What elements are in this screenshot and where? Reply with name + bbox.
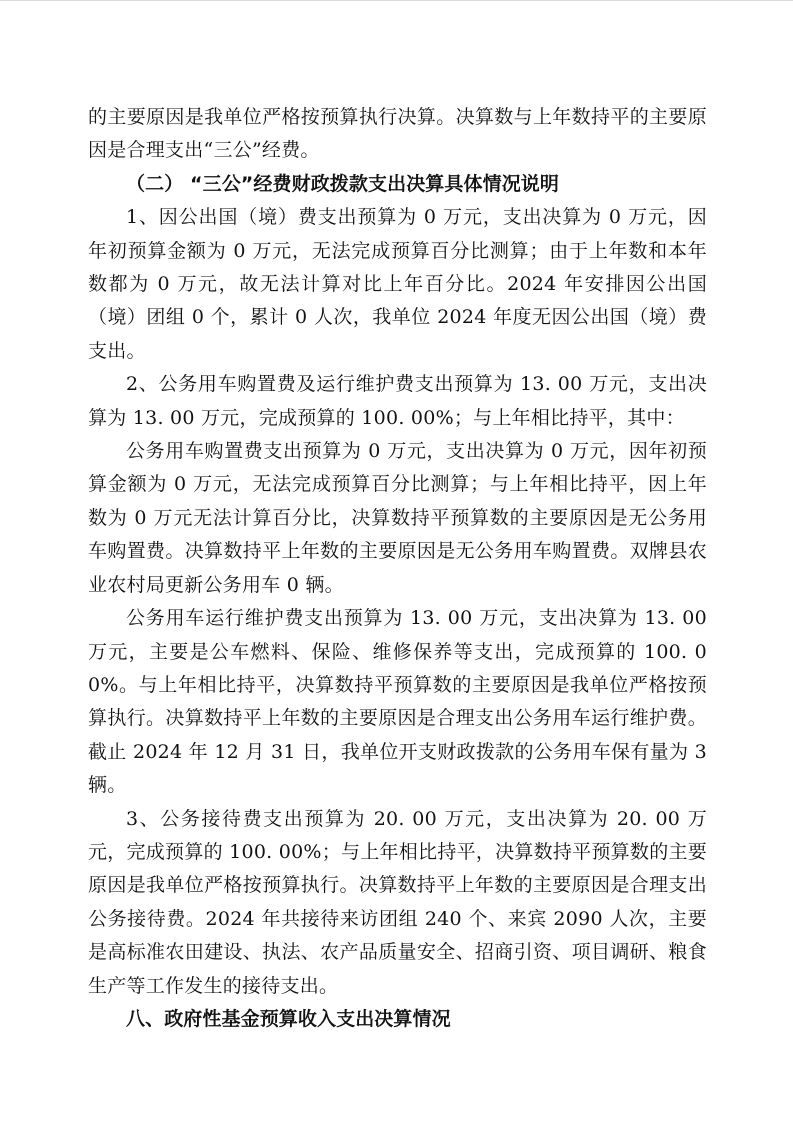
paragraph-vehicle-maintenance-detail: 公务用车运行维护费支出预算为 13. 00 万元，支出决算为 13. 00 万元，主要是公车燃料、保险、维修保养等支出，完成预算的 100. 00%。与上年相比持平，决算数持平预算数的主要原因是我单位严格按预算执行。决算数持平上年数的主要原因是合理支出公务用车运行维护费。截止 2024 年 12 月 31 日，我单位开支财政拨款的公务用车保有量为 3 辆。 [88, 607, 707, 797]
page-content [88, 101, 707, 1036]
section-heading-government-fund-budget: 八、政府性基金预算收入支出决算情况 [126, 1007, 451, 1030]
paragraph-item2-official-vehicle: 2、公务用车购置费及运行维护费支出预算为 13. 00 万元，支出决算为 13. 00 万元，完成预算的 100. 00%；与上年相比持平，其中： [88, 373, 707, 429]
paragraph-vehicle-purchase-detail: 公务用车购置费支出预算为 0 万元，支出决算为 0 万元，因年初预算金额为 0 万元，无法完成预算百分比测算；与上年相比持平，因上年数为 0 万元无法计算百分比，决算数持平预算数的主要原因是无公务用车购置费。决算数持平上年数的主要原因是无公务用车购置费。双牌县农业农村局更新公务用车 0 辆。 [88, 440, 707, 596]
paragraph-item1-overseas-travel: 1、因公出国（境）费支出预算为 0 万元，支出决算为 0 万元，因年初预算金额为 0 万元，无法完成预算百分比测算；由于上年数和本年数都为 0 万元，故无法计算对比上年百分比。2024 年安排因公出国（境）团组 0 个，累计 0 人次，我单位 2024 年度无因公出国（境）费支出。 [88, 206, 707, 362]
paragraph-continuation: 的主要原因是我单位严格按预算执行决算。决算数与上年数持平的主要原因是合理支出“三公”经费。 [88, 106, 707, 162]
section-heading-sangong-expense-details: （二） “三公”经费财政拨款支出决算具体情况说明 [126, 172, 559, 195]
paragraph-item3-official-reception: 3、公务接待费支出预算为 20. 00 万元，支出决算为 20. 00 万元，完成预算的 100. 00%；与上年相比持平，决算数持平预算数的主要原因是我单位严格按预算执行。决算数持平上年数的主要原因是合理支出公务接待费。2024 年共接待来访团组 240 个、来宾 2090 人次，主要是高标准农田建设、执法、农产品质量安全、招商引资、项目调研、粮食生产等工作发生的接待支出。 [88, 807, 707, 997]
